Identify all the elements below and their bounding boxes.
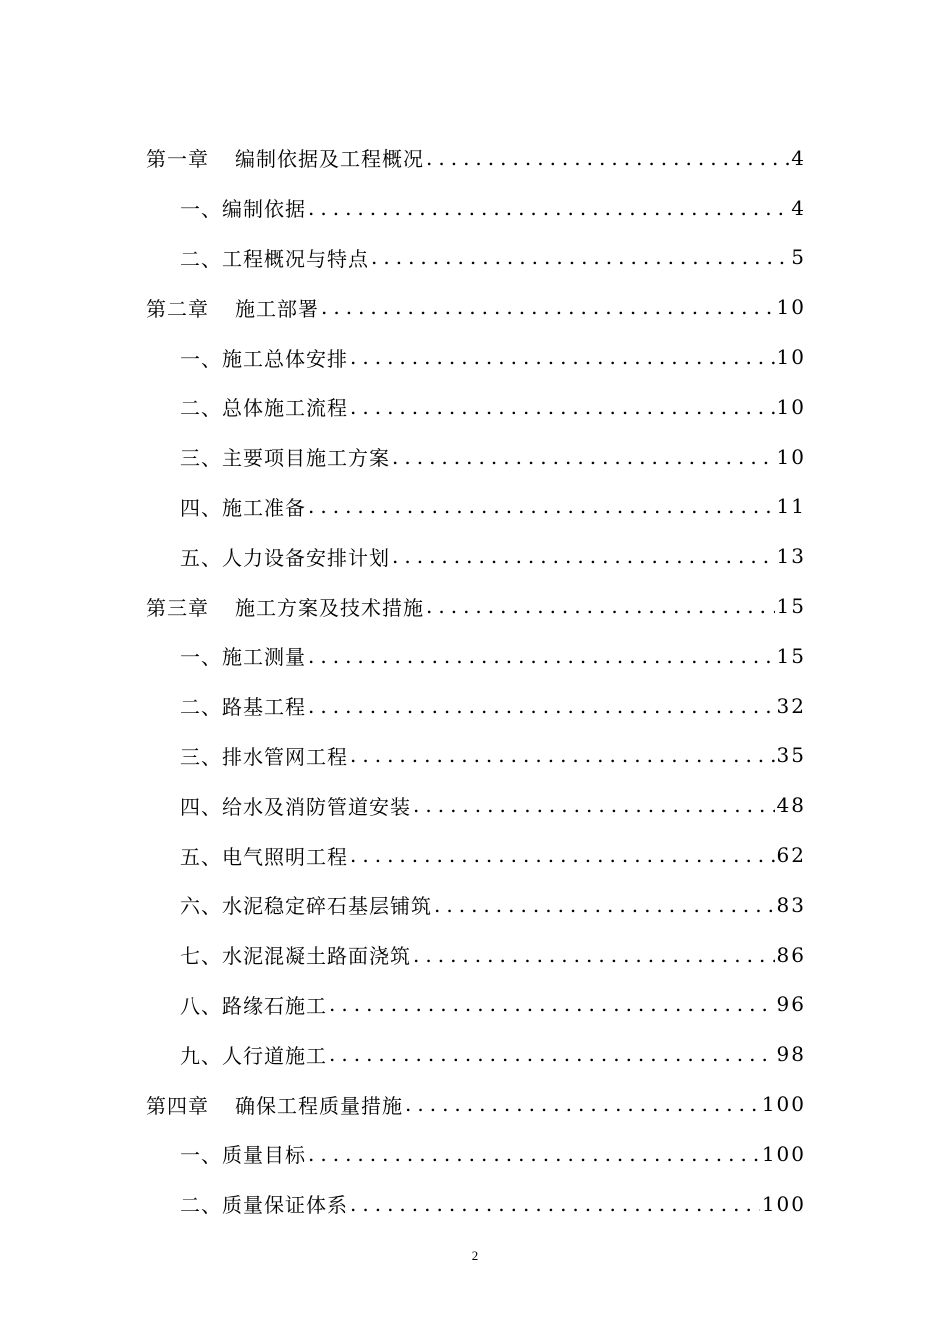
toc-entry[interactable]: [146, 531, 806, 581]
dot-leader: [350, 843, 775, 867]
dot-leader: [308, 494, 775, 518]
toc-entry-number: 二、: [180, 695, 222, 720]
toc-entry-page: 13: [776, 544, 806, 569]
dot-leader: [413, 943, 775, 967]
toc-entry[interactable]: [146, 681, 806, 731]
toc-entry[interactable]: [146, 830, 806, 880]
dot-leader: [413, 793, 775, 817]
toc-entry[interactable]: [146, 332, 806, 382]
dot-leader: [308, 1142, 760, 1166]
toc-entry-title: 施工部署: [235, 296, 319, 321]
toc-entry-number: 六、: [180, 894, 222, 919]
toc-entry[interactable]: [146, 880, 806, 930]
toc-entry-number: 二、: [180, 396, 222, 421]
toc-entry-page: 62: [776, 843, 806, 868]
toc-entry[interactable]: [146, 382, 806, 432]
toc-entry-title: 电气照明工程: [222, 844, 348, 869]
toc-entry[interactable]: [146, 282, 806, 332]
toc-entry[interactable]: [146, 980, 806, 1030]
toc-entry-page: 10: [776, 345, 806, 370]
toc-entry-number: 四、: [180, 495, 222, 520]
toc-entry-number: 五、: [180, 545, 222, 570]
toc-entry-title: 排水管网工程: [222, 744, 348, 769]
dot-leader: [308, 644, 775, 668]
dot-leader: [392, 544, 775, 568]
dot-leader: [350, 395, 775, 419]
toc-entry[interactable]: [146, 780, 806, 830]
toc-entry-number: 第三章: [146, 595, 209, 620]
dot-leader: [350, 1192, 760, 1216]
dot-leader: [426, 146, 789, 170]
toc-entry-title: 人行道施工: [222, 1043, 327, 1068]
dot-leader: [308, 694, 775, 718]
toc-entry-page: 96: [776, 992, 806, 1017]
toc-entry-page: 83: [776, 892, 806, 917]
toc-entry-title: 编制依据及工程概况: [235, 147, 424, 172]
toc-entry-title: 编制依据: [222, 197, 306, 222]
toc-entry-page: 10: [776, 394, 806, 419]
toc-entry[interactable]: [146, 432, 806, 482]
toc-entry-page: 100: [761, 1191, 806, 1216]
toc-entry-title: 人力设备安排计划: [222, 545, 390, 570]
toc-entry-number: 第二章: [146, 296, 209, 321]
dot-leader: [329, 992, 775, 1016]
dot-leader: [350, 743, 775, 767]
toc-entry-page: 11: [776, 494, 806, 519]
toc-entry-number: 九、: [180, 1043, 222, 1068]
toc-entry-number: 一、: [180, 645, 222, 670]
toc-entry-title: 质量保证体系: [222, 1193, 348, 1218]
dot-leader: [329, 1042, 775, 1066]
toc-entry-title: 给水及消防管道安装: [222, 794, 411, 819]
toc-entry-page: 100: [761, 1141, 806, 1166]
toc-entry-number: 八、: [180, 993, 222, 1018]
toc-entry[interactable]: [146, 631, 806, 681]
toc-entry-number: 三、: [180, 744, 222, 769]
toc-entry-number: 一、: [180, 197, 222, 222]
toc-entry[interactable]: [146, 183, 806, 233]
toc-entry[interactable]: [146, 133, 806, 183]
toc-entry-number: 五、: [180, 844, 222, 869]
toc-entry-page: 15: [776, 594, 806, 619]
dot-leader: [405, 1092, 760, 1116]
toc-entry-number: 二、: [180, 246, 222, 271]
toc-entry-page: 86: [776, 942, 806, 967]
toc-entry-page: 48: [776, 793, 806, 818]
toc-entry-number: 七、: [180, 944, 222, 969]
toc-entry[interactable]: [146, 581, 806, 631]
toc-entry[interactable]: [146, 1079, 806, 1129]
toc-entry[interactable]: [146, 1029, 806, 1079]
toc-entry-title: 路基工程: [222, 695, 306, 720]
toc-entry-page: 15: [776, 643, 806, 668]
toc-entry-title: 路缘石施工: [222, 993, 327, 1018]
toc-entry-title: 水泥稳定碎石基层铺筑: [222, 894, 432, 919]
toc-entry-page: 10: [776, 444, 806, 469]
toc-entry-title: 施工测量: [222, 645, 306, 670]
toc-entry[interactable]: [146, 930, 806, 980]
dot-leader: [371, 245, 789, 269]
toc-entry-title: 质量目标: [222, 1143, 306, 1168]
toc-entry[interactable]: [146, 1129, 806, 1179]
toc-entry[interactable]: [146, 233, 806, 283]
toc-entry-number: 一、: [180, 1143, 222, 1168]
toc-entry-number: 一、: [180, 346, 222, 371]
toc-entry-number: 三、: [180, 446, 222, 471]
toc-entry-title: 水泥混凝土路面浇筑: [222, 944, 411, 969]
toc-entry-title: 总体施工流程: [222, 396, 348, 421]
toc-entry-title: 施工方案及技术措施: [235, 595, 424, 620]
toc-entry[interactable]: [146, 482, 806, 532]
toc-entry-title: 施工总体安排: [222, 346, 348, 371]
toc-entry-number: 二、: [180, 1193, 222, 1218]
toc-entry[interactable]: [146, 1179, 806, 1229]
toc-entry-page: 98: [776, 1042, 806, 1067]
toc-entry-number: 四、: [180, 794, 222, 819]
toc-entry-page: 4: [791, 195, 806, 220]
toc-entry-page: 100: [761, 1092, 806, 1117]
dot-leader: [321, 295, 775, 319]
toc-entry-page: 10: [776, 295, 806, 320]
toc-entry-number: 第一章: [146, 147, 209, 172]
dot-leader: [350, 345, 775, 369]
dot-leader: [392, 445, 775, 469]
toc-entry-title: 工程概况与特点: [222, 246, 369, 271]
toc-entry-title: 施工准备: [222, 495, 306, 520]
toc-entry-page: 32: [776, 693, 806, 718]
dot-leader: [426, 594, 775, 618]
toc-entry-title: 主要项目施工方案: [222, 446, 390, 471]
toc-entry[interactable]: [146, 731, 806, 781]
dot-leader: [434, 893, 775, 917]
toc-entry-title: 确保工程质量措施: [235, 1093, 403, 1118]
toc-entry-number: 第四章: [146, 1093, 209, 1118]
toc-entry-page: 4: [791, 145, 806, 170]
dot-leader: [308, 196, 789, 220]
toc-entry-page: 35: [776, 743, 806, 768]
table-of-contents: [146, 133, 806, 1229]
toc-entry-page: 5: [791, 245, 806, 270]
page-number: 2: [471, 1248, 479, 1263]
